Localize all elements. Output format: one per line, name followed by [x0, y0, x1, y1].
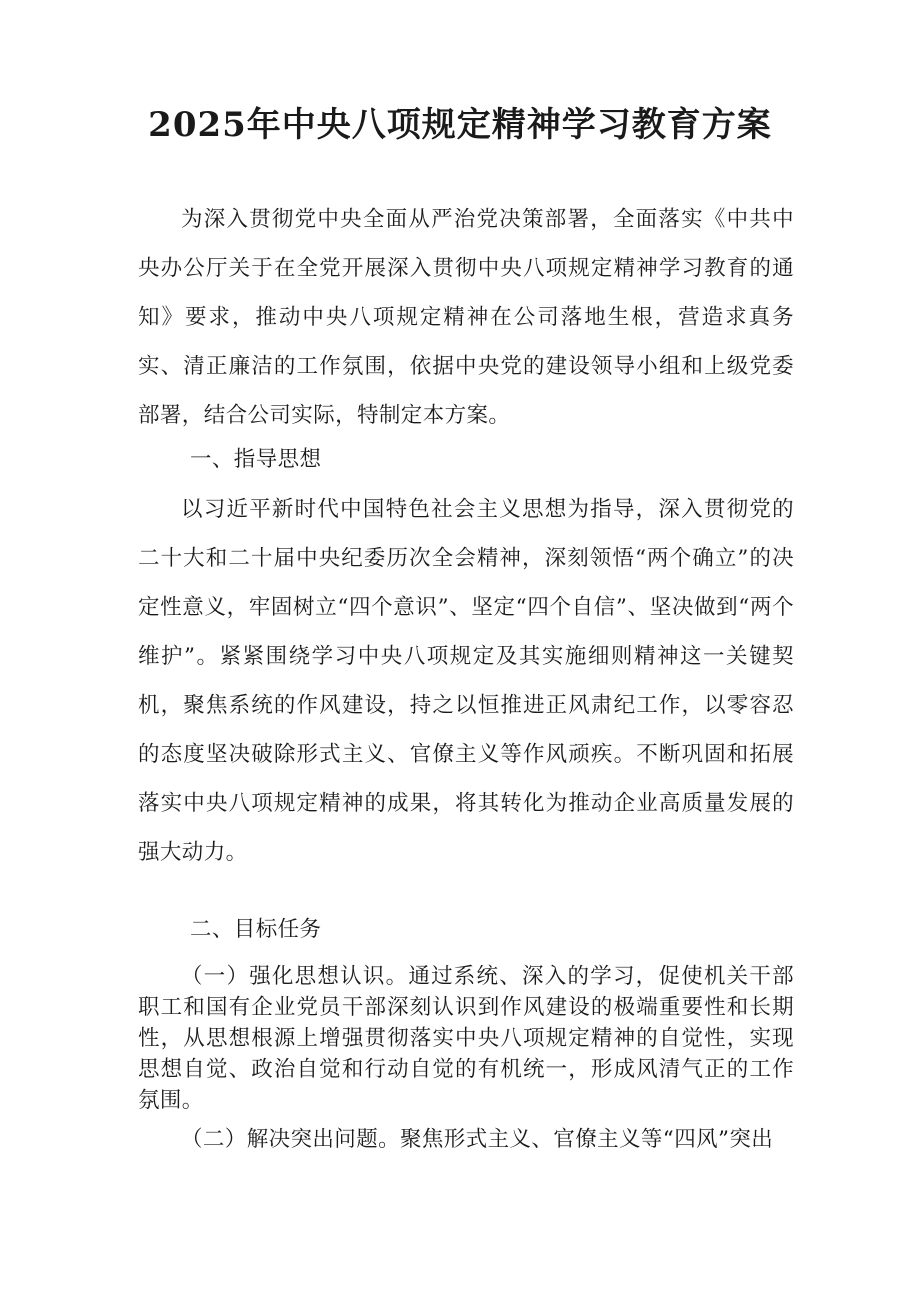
guiding-thought-paragraph: 以习近平新时代中国特色社会主义思想为指导，深入贯彻党的二十大和二十届中央纪委历次全会精神，深刻领悟“两个确立”的决定性意义，牢固树立“四个意识”、坚定“四个自信”、坚决做到“两个维护”。紧紧围绕学习中央八项规定及其实施细则精神这一关键契机，聚焦系统的作风建设，持之以恒推进正风肃纪工作，以零容忍的态度坚决破除形式主义、官僚主义等作风顽疾。不断巩固和拓展落实中央八项规定精神的成果，将其转化为推动企业高质量发展的强大动力。 [138, 497, 794, 865]
section-heading-goals: 二、目标任务 [190, 917, 322, 942]
document-title: 2025年中央八项规定精神学习教育方案 [148, 105, 772, 145]
intro-paragraph: 为深入贯彻党中央全面从严治党决策部署，全面落实《中共中央办公厅关于在全党开展深入贯彻中央八项规定精神学习教育的通知》要求，推动中央八项规定精神在公司落地生根，营造求真务实、清正廉洁的工作氛围，依据中央党的建设领导小组和上级党委部署，结合公司实际，特制定本方案。 [138, 207, 794, 428]
goal-item-1: （一）强化思想认识。通过系统、深入的学习，促使机关干部职工和国有企业党员干部深刻认识到作风建设的极端重要性和长期性，从思想根源上增强贯彻落实中央八项规定精神的自觉性，实现思想自觉、政治自觉和行动自觉的有机统一，形成风清气正的工作氛围。 [138, 964, 794, 1113]
section-heading-guiding-thought: 一、指导思想 [190, 447, 322, 472]
goal-item-2: （二）解决突出问题。聚焦形式主义、官僚主义等“四风”突出 [181, 1127, 774, 1152]
